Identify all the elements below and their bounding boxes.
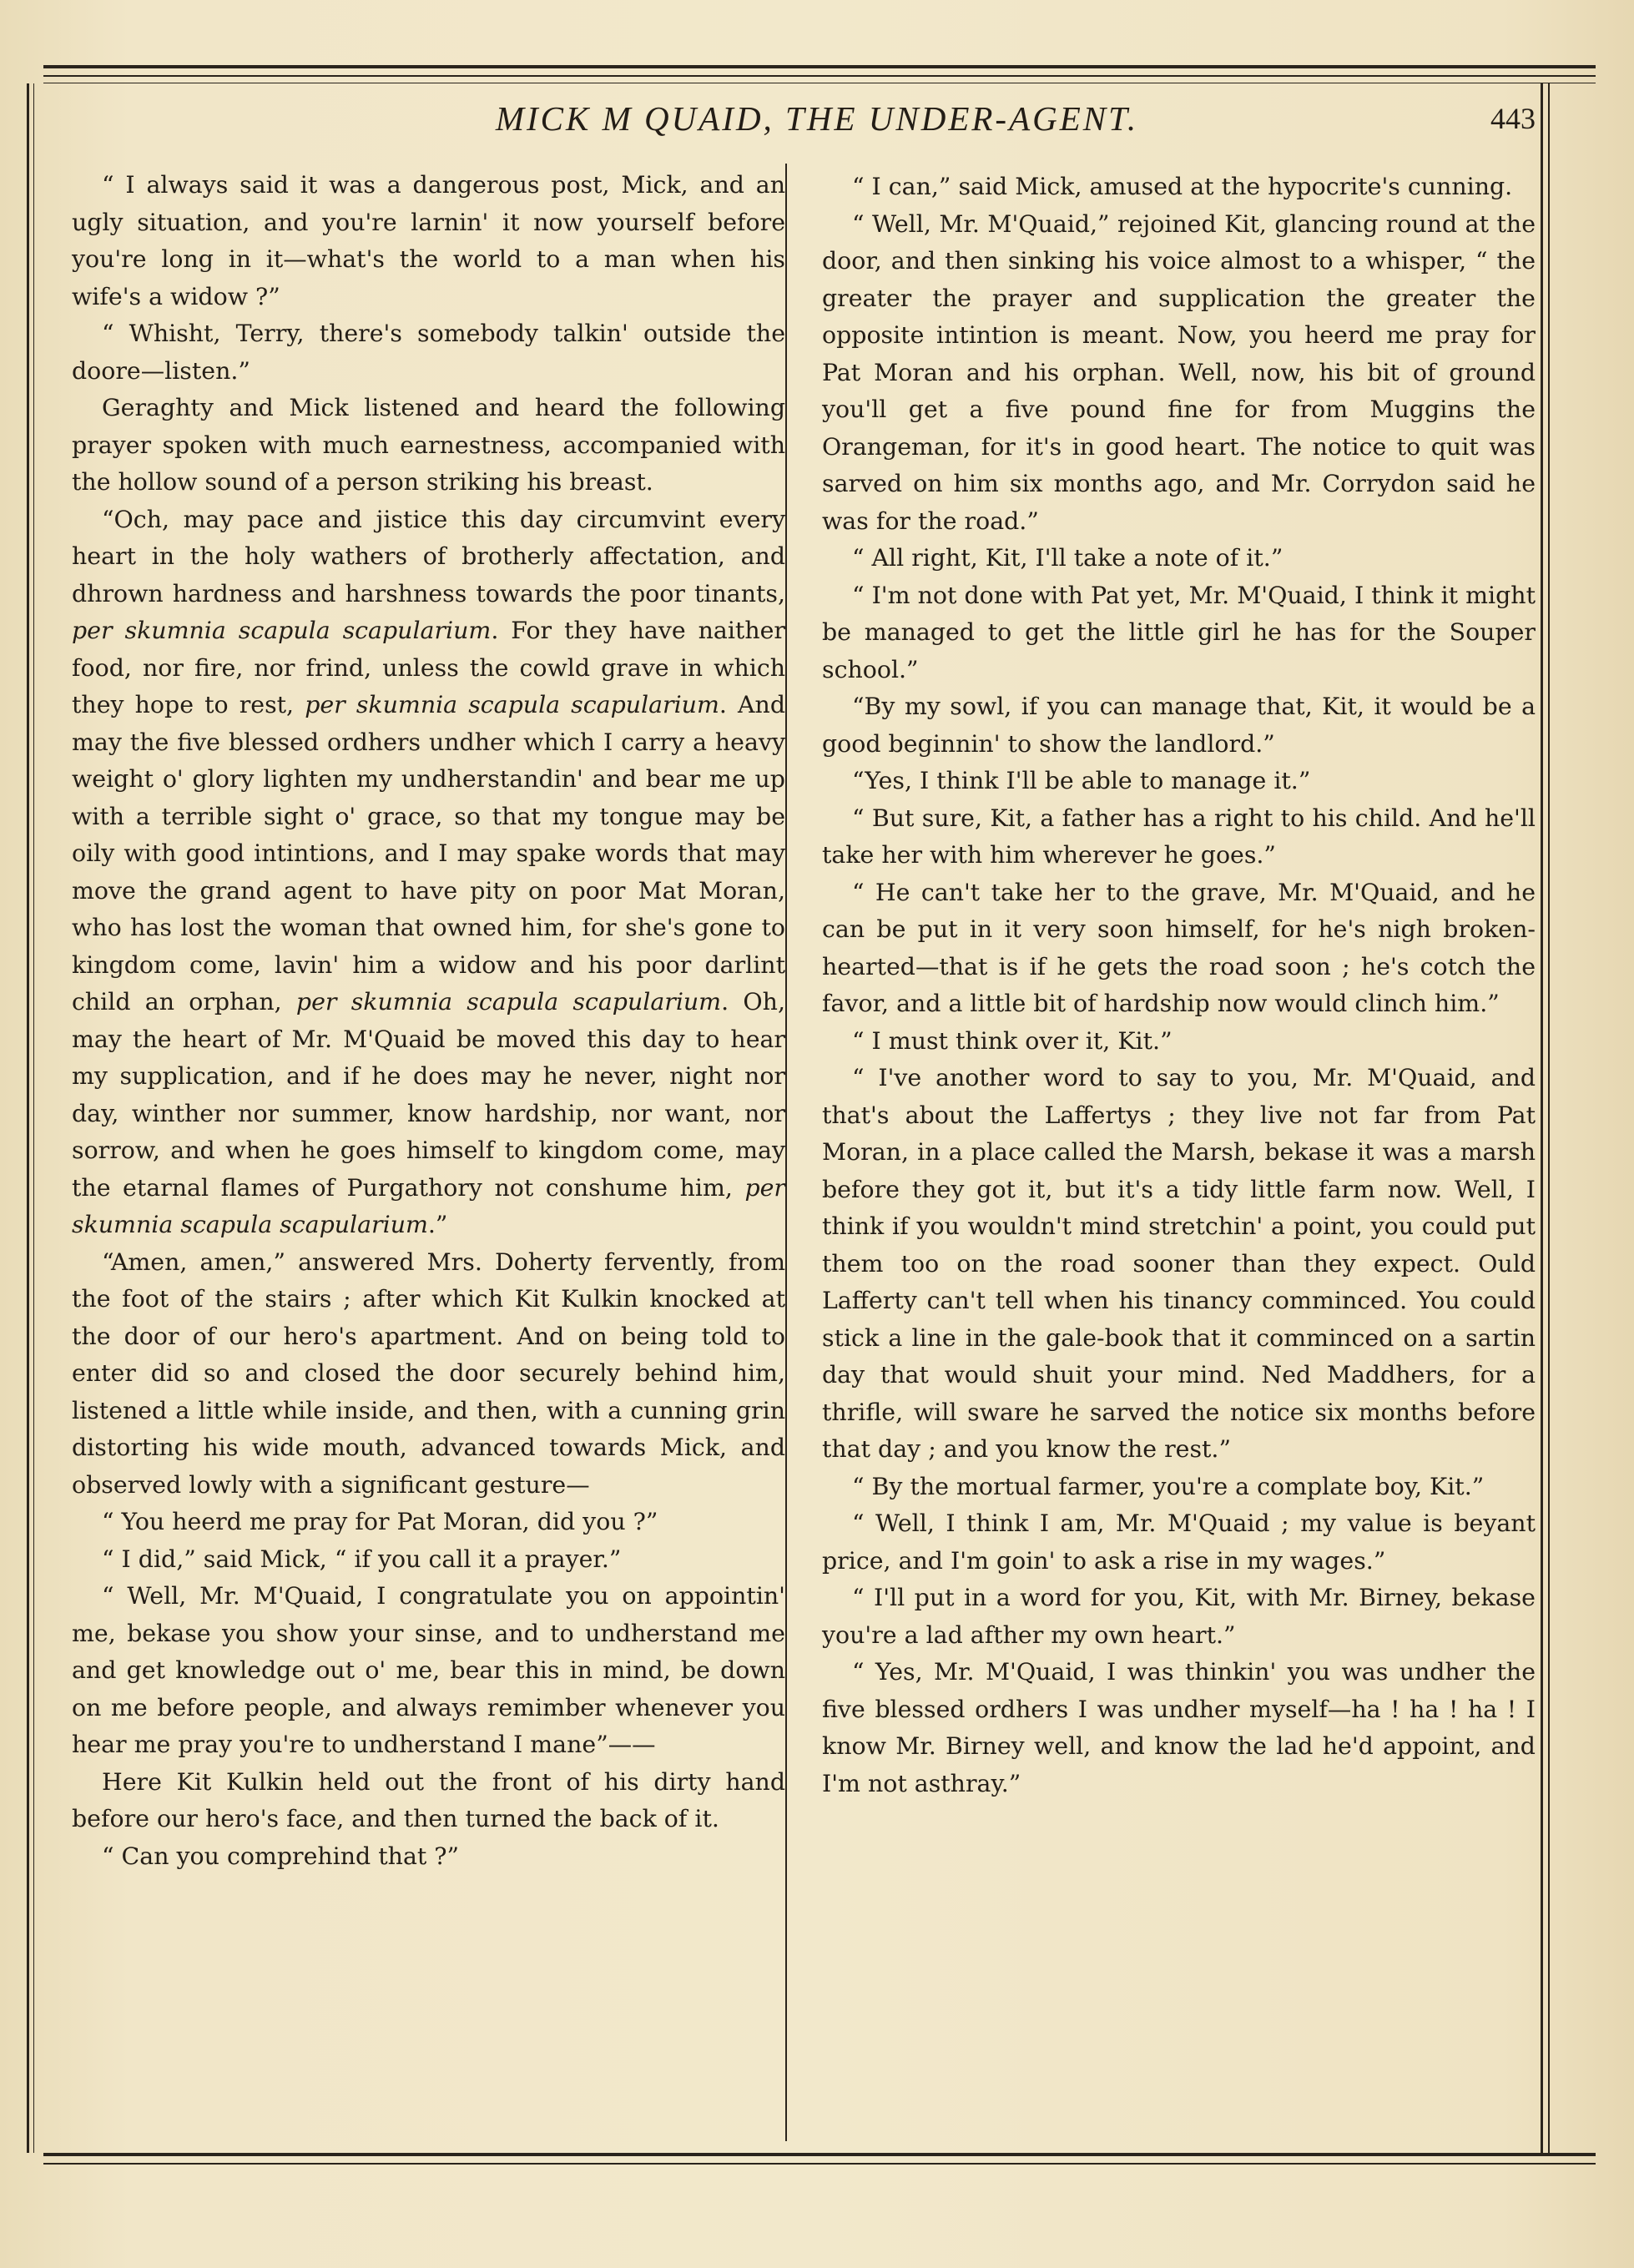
paragraph: “Amen, amen,” answered Mrs. Doherty fervently, from the foot of the stairs ; after which Kit Kulkin knocked at the door of our hero's apartment. And on being told to enter did so and closed the door securely behind him, listened a little while inside, and then, with a cunning grin distorting his wide mouth, advanced towards Mick, and observed lowly with a significant gesture— [72, 1247, 785, 1499]
paragraph: “ But sure, Kit, a father has a right to his child. And he'll take her with him wherever he goes.” [822, 804, 1536, 869]
paragraph: “Yes, I think I'll be able to manage it.” [852, 767, 1311, 794]
paragraph: “ I can,” said Mick, amused at the hypocrite's cunning. [852, 173, 1513, 200]
top-border-rule-thin [43, 75, 1596, 77]
paragraph: “ All right, Kit, I'll take a note of it.” [852, 544, 1283, 572]
bottom-border-rule-thin [43, 2163, 1596, 2165]
column-separator-rule [785, 164, 787, 2141]
latin-phrase: per skumnia scapula scapularium [305, 691, 719, 718]
latin-phrase: per skumnia scapula scapularium [72, 617, 492, 644]
right-border-rule-inner [1548, 83, 1550, 2153]
paragraph: “ I've another word to say to you, Mr. M'Quaid, and that's about the Laffertys ; they live not far from Pat Moran, in a place called the Marsh, bekase it was a marsh before they got it, but it's a tidy little farm now. Well, I think if you wouldn't mind stretchin' a point, you could put them too on the road sooner than they expect. Ould Lafferty can't tell when his tinancy comminced. You could stick a line in the gale-book that it comminced on a sartin day that would shuit your mind. Ned Maddhers, for a thrifle, will sware he sarved the notice six months before that day ; and you know the rest.” [822, 1064, 1536, 1463]
paragraph: “ You heerd me pray for Pat Moran, did you ?” [102, 1508, 658, 1535]
paragraph: “Och, may pace and jistice this day circumvint every heart in the holy wathers of brotherly affectation, and dhrown hardness and harshness towards the poor tinants, per skumnia scapula scapularium. For they have naither food, nor fire, nor frind, unless the cowld grave in which they hope to rest, per skumnia scapula scapularium. And may the five blessed ordhers undher which I carry a heavy weight o' glory lighten my undherstandin' and bear me up with a terrible sight o' grace, so that my tongue may be oily with good intintions, and I may spake words that may move the grand agent to have pity on poor Mat Moran, who has lost the woman that owned him, for she's gone to kingdom come, lavin' him a widow and his poor darlint child an orphan, per skumnia scapula scapularium. Oh, may the heart of Mr. M'Quaid be moved this day to hear my supplication, and if he does may he never, night nor day, winther nor summer, know hardship, nor want, nor sorrow, and when he goes himself to kingdom come, may the etarnal flames of Purgathory not conshume him, per skumnia scapula scapularium.” [72, 505, 785, 1238]
paragraph: “ Well, Mr. M'Quaid,” rejoined Kit, glancing round at the door, and then sinking his voice almost to a whisper, “ the greater the prayer and supplication the greater the opposite intintion is meant. Now, you heerd me pray for Pat Moran and his orphan. Well, now, his bit of ground you'll get a five pound fine for from Muggins the Orangeman, for it's in good heart. The notice to quit was sarved on him six months ago, and Mr. Corrydon said he was for the road.” [822, 209, 1536, 535]
paragraph: “ He can't take her to the grave, Mr. M'Quaid, and he can be put in it very soon himself, for he's nigh broken-hearted—that is if he gets the road soon ; he's cotch the favor, and a little bit of hardship now would clinch him.” [822, 878, 1536, 1017]
page-number: 443 [1490, 102, 1536, 135]
paragraph: “ Can you comprehind that ?” [102, 1842, 460, 1870]
paragraph: “ Well, I think I am, Mr. M'Quaid ; my value is beyant price, and I'm goin' to ask a rise in my wages.” [822, 1509, 1536, 1575]
running-head [50, 93, 1584, 144]
running-title: MICK M QUAID, THE UNDER-AGENT. [495, 99, 1139, 138]
paragraph: “ By the mortual farmer, you're a complate boy, Kit.” [852, 1472, 1485, 1500]
paragraph: “ I always said it was a dangerous post, Mick, and an ugly situation, and you're larnin' it now yourself before you're long in it—what's the world to a man when his wife's a widow ?” [72, 171, 785, 310]
latin-phrase: per skumnia scapula scapularium [72, 1173, 785, 1238]
paragraph: “ I did,” said Mick, “ if you call it a prayer.” [102, 1545, 622, 1573]
paragraph: “ Whisht, Terry, there's somebody talkin' outside the doore—listen.” [72, 320, 785, 385]
bottom-border-rule [43, 2153, 1596, 2156]
paragraph: “ I must think over it, Kit.” [852, 1026, 1173, 1055]
paragraph: Here Kit Kulkin held out the front of his dirty hand before our hero's face, and then turned the back of it. [72, 1767, 785, 1832]
paragraph: “ I'm not done with Pat yet, Mr. M'Quaid, I think it might be managed to get the little girl he has for the Souper school.” [822, 581, 1536, 683]
paragraph: “ Yes, Mr. M'Quaid, I was thinkin' you was undher the five blessed ordhers I was undher myself—ha ! ha ! ha ! I know Mr. Birney well, and know the lad he'd appoint, and I'm not asthray.” [822, 1658, 1536, 1797]
right-column [822, 169, 1536, 1802]
left-border-rule [27, 83, 29, 2153]
paragraph: “ Well, Mr. M'Quaid, I congratulate you on appointin' me, bekase you show your sinse, and to undherstand me and get knowledge out o' me, bear this in mind, be down on me before people, and always remimber whenever you hear me pray you're to undherstand I mane”—— [72, 1582, 785, 1758]
top-border-rule [43, 65, 1596, 68]
left-border-rule-inner [33, 83, 34, 2153]
latin-phrase: per skumnia scapula scapularium [295, 988, 722, 1016]
paragraph: “ I'll put in a word for you, Kit, with Mr. Birney, bekase you're a lad afther my own heart.” [822, 1584, 1536, 1649]
paragraph: Geraghty and Mick listened and heard the following prayer spoken with much earnestness, accompanied with the hollow sound of a person striking his breast. [72, 394, 785, 496]
right-border-rule [1541, 83, 1543, 2153]
left-column [72, 167, 785, 1875]
paragraph: “By my sowl, if you can manage that, Kit, it would be a good beginnin' to show the landlord.” [822, 693, 1536, 758]
